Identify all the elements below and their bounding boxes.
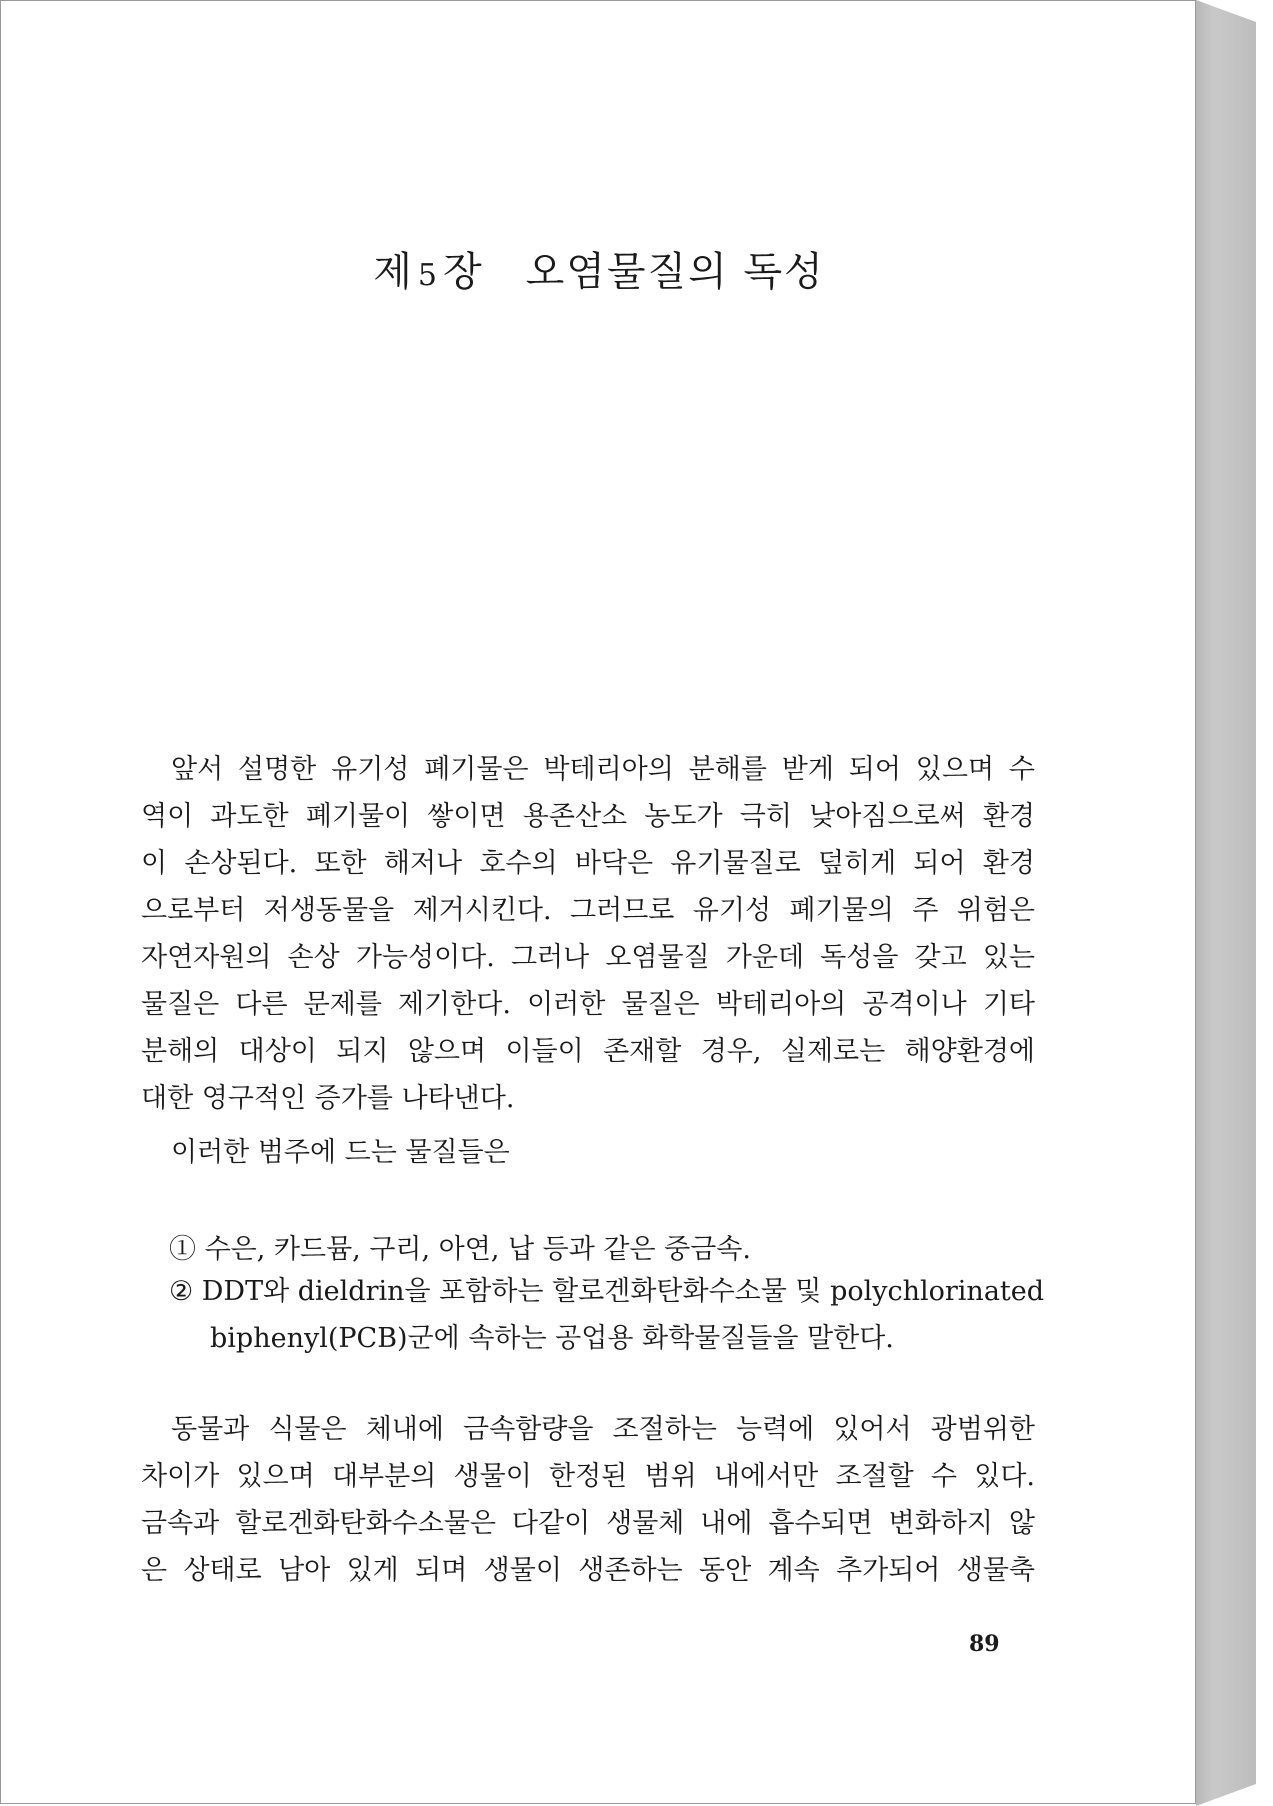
paragraph-3-line: 은 상태로 남아 있게 되며 생물이 생존하는 동안 계속 추가되어 생물축 xyxy=(141,1555,1035,1586)
paragraph-1-line: 앞서 설명한 유기성 폐기물은 박테리아의 분해를 받게 되어 있으며 수 xyxy=(171,754,1035,785)
list-item-2-line-1: ② DDT와 dieldrin을 포함하는 할로겐화탄화수소물 및 polychlorinated xyxy=(169,1276,1045,1307)
paragraph-3-line: 금속과 할로겐화탄화수소물은 다같이 생물체 내에 흡수되면 변화하지 않 xyxy=(141,1508,1035,1539)
list-item-1-text: ① 수은, 카드뮴, 구리, 아연, 납 등과 같은 중금속. xyxy=(169,1234,751,1265)
chapter-prefix: 제 xyxy=(373,248,414,295)
paragraph-2 xyxy=(141,1129,1035,1176)
chapter-name: 오염물질의 독성 xyxy=(525,248,825,295)
paragraph-3-line: 동물과 식물은 체내에 금속함량을 조절하는 능력에 있어서 광범위한 xyxy=(171,1414,1035,1445)
paragraph-1-line: 자연자원의 손상 가능성이다. 그러나 오염물질 가운데 독성을 갖고 있는 xyxy=(141,942,1035,973)
paragraph-1-line: 분해의 대상이 되지 않으며 이들이 존재할 경우, 실제로는 해양환경에 xyxy=(141,1036,1035,1067)
paragraph-3-line: 차이가 있으며 대부분의 생물이 한정된 범위 내에서만 조절할 수 있다. xyxy=(141,1461,1035,1492)
chapter-number: 5 xyxy=(417,257,439,293)
list-item-1 xyxy=(169,1226,1035,1273)
chapter-title xyxy=(1,240,1197,297)
page-number: 89 xyxy=(969,1631,1000,1657)
list-item-2-line-2: biphenyl(PCB)군에 속하는 공업용 화학물질들을 말한다. xyxy=(210,1323,894,1354)
paragraph-1-line: 대한 영구적인 증가를 나타낸다. xyxy=(141,1083,515,1114)
paragraph-1-line: 역이 과도한 폐기물이 쌓이면 용존산소 농도가 극히 낮아짐으로써 환경 xyxy=(141,801,1035,832)
book-spine xyxy=(1196,0,1256,1806)
list-item-2 xyxy=(169,1268,1045,1362)
paragraph-2-text: 이러한 범주에 드는 물질들은 xyxy=(171,1137,510,1168)
paragraph-1-line: 으로부터 저생동물을 제거시킨다. 그러므로 유기성 폐기물의 주 위험은 xyxy=(141,895,1035,926)
paragraph-3 xyxy=(141,1406,1035,1594)
paragraph-1 xyxy=(141,746,1035,1122)
chapter-suffix: 장 xyxy=(442,248,484,295)
paragraph-1-line: 이 손상된다. 또한 해저나 호수의 바닥은 유기물질로 덮히게 되어 환경 xyxy=(141,848,1035,879)
paragraph-1-line: 물질은 다른 문제를 제기한다. 이러한 물질은 박테리아의 공격이나 기타 xyxy=(141,989,1035,1020)
